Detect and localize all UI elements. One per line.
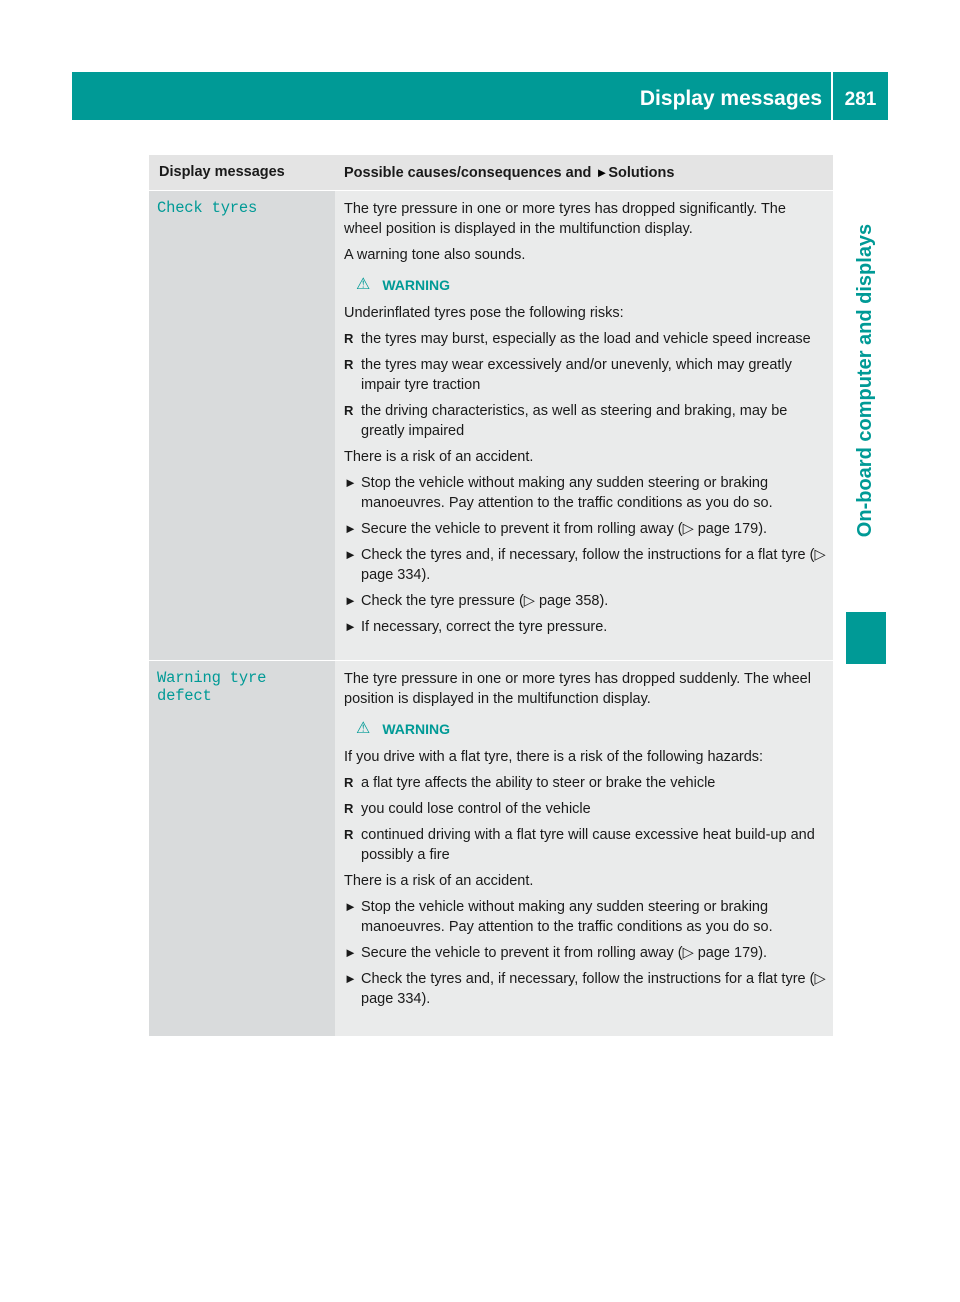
column-header-prefix: Possible causes/consequences and: [344, 165, 596, 181]
bullet-icon: R: [344, 801, 354, 816]
column-header-suffix: Solutions: [608, 165, 675, 181]
step-text: Stop the vehicle without making any sudden steering or braking manoeuvres. Pay attention to the traffic conditions as you do so.: [361, 899, 773, 935]
instruction-step: [344, 943, 827, 963]
risk-bullet: [344, 355, 827, 395]
message-cell: [149, 660, 335, 1036]
instruction-step: [344, 545, 827, 585]
page-title: Display messages: [639, 87, 822, 110]
warning-triangle-icon: ⚠: [356, 276, 371, 293]
intro-paragraph: A warning tone also sounds.: [344, 247, 526, 263]
step-text: Stop the vehicle without making any sudden steering or braking manoeuvres. Pay attention to the traffic conditions as you do so.: [361, 475, 773, 511]
step-text: If necessary, correct the tyre pressure.: [361, 619, 608, 635]
instruction-step: [344, 473, 827, 513]
solution-arrow-icon: ►: [595, 165, 609, 180]
instruction-step: [344, 969, 827, 1009]
bullet-icon: R: [344, 403, 354, 418]
step-arrow-icon: ►: [344, 593, 357, 608]
step-arrow-icon: ►: [344, 521, 357, 536]
step-text: Check the tyre pressure (▷ page 358).: [361, 593, 609, 609]
bullet-icon: R: [344, 331, 354, 346]
warning-heading: [356, 275, 827, 295]
bullet-text: continued driving with a flat tyre will cause excessive heat build-up and possibly a fire: [361, 827, 815, 863]
intro-paragraph: The tyre pressure in one or more tyres has dropped significantly. The wheel position is displayed in the multifunction display.: [344, 201, 786, 237]
column-header-solutions: [335, 155, 833, 190]
risk-intro: Underinflated tyres pose the following risks:: [344, 305, 624, 321]
step-arrow-icon: ►: [344, 547, 357, 562]
display-messages-table: [149, 155, 833, 1036]
step-text: Secure the vehicle to prevent it from rolling away (▷ page 179).: [361, 945, 768, 961]
intro-paragraph: The tyre pressure in one or more tyres has dropped suddenly. The wheel position is displayed in the multifunction display.: [344, 671, 811, 707]
page-number: 281: [844, 89, 877, 110]
risk-bullet: [344, 401, 827, 441]
side-tab-label: On-board computer and displays: [854, 223, 877, 537]
step-text: Secure the vehicle to prevent it from rolling away (▷ page 179).: [361, 521, 768, 537]
step-arrow-icon: ►: [344, 899, 357, 914]
solution-cell: [335, 660, 833, 1036]
bullet-icon: R: [344, 827, 354, 842]
step-text: Check the tyres and, if necessary, follow the instructions for a flat tyre (▷ page 334).: [361, 971, 826, 1007]
side-tab: [846, 166, 886, 594]
instruction-step: [344, 519, 827, 539]
warning-label: WARNING: [382, 277, 451, 293]
display-message-text: Warning tyre defect: [157, 669, 267, 705]
bullet-text: the tyres may burst, especially as the load and vehicle speed increase: [361, 331, 811, 347]
bullet-text: the driving characteristics, as well as steering and braking, may be greatly impaired: [361, 403, 788, 439]
instruction-step: [344, 617, 827, 637]
warning-label: WARNING: [382, 721, 451, 737]
risk-bullet: [344, 825, 827, 865]
bullet-text: you could lose control of the vehicle: [361, 801, 591, 817]
message-cell: [149, 190, 335, 660]
instruction-step: [344, 897, 827, 937]
risk-bullet: [344, 773, 827, 793]
warning-heading: [356, 719, 827, 739]
solution-cell: [335, 190, 833, 660]
bullet-icon: R: [344, 775, 354, 790]
header-bar: [72, 72, 888, 120]
side-tab-marker: [846, 612, 886, 664]
risk-bullet: [344, 329, 827, 349]
step-arrow-icon: ►: [344, 945, 357, 960]
risk-intro: If you drive with a flat tyre, there is a risk of the following hazards:: [344, 749, 764, 765]
step-arrow-icon: ►: [344, 475, 357, 490]
step-text: Check the tyres and, if necessary, follow the instructions for a flat tyre (▷ page 334).: [361, 547, 826, 583]
risk-bullet: [344, 799, 827, 819]
step-arrow-icon: ►: [344, 971, 357, 986]
column-header-display-messages: Display messages: [149, 155, 335, 190]
risk-summary: There is a risk of an accident.: [344, 873, 534, 889]
warning-triangle-icon: ⚠: [356, 720, 371, 737]
bullet-text: a flat tyre affects the ability to steer or brake the vehicle: [361, 775, 716, 791]
bullet-text: the tyres may wear excessively and/or unevenly, which may greatly impair tyre traction: [361, 357, 792, 393]
risk-summary: There is a risk of an accident.: [344, 449, 534, 465]
instruction-step: [344, 591, 827, 611]
display-message-text: Check tyres: [157, 199, 258, 217]
step-arrow-icon: ►: [344, 619, 357, 634]
bullet-icon: R: [344, 357, 354, 372]
